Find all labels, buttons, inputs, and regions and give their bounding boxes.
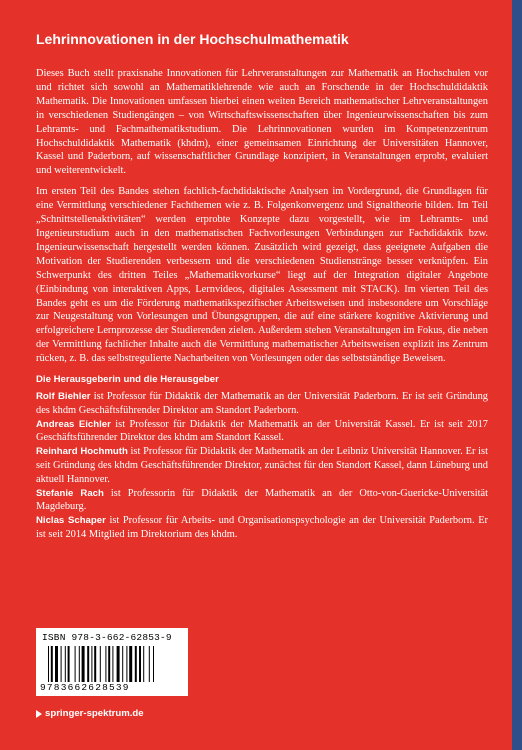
barcode-bar (79, 646, 80, 682)
author-name: Stefanie Rach (36, 487, 104, 499)
author-bio (36, 445, 488, 486)
author-bio (36, 418, 488, 446)
author-description: ist Professorin für Didaktik der Mathematik an der Otto-von-Guericke-Universität Magdeburg. (36, 487, 488, 513)
author-bio (36, 390, 488, 418)
barcode-bar (91, 646, 92, 682)
barcode-bar (75, 646, 76, 682)
author-name: Niclas Schaper (36, 515, 106, 527)
barcode-bar (65, 646, 66, 682)
description-paragraph-1: Dieses Buch stellt praxisnahe Innovationen für Lehrveranstaltungen zur Mathematik an Hochschulen vor und richtet sich sowohl an Mathematiklehrende wie auch an Forschende in der Hochschuldidaktik Mathematik. Die Innovationen umfassen hierbei einen weiten Bereich mathematischer Lehrveranstaltungen in verschiedenen Studiengängen – von Wirtschaftswissenschaften über Ingenieurwissenschaften bis zum Lehramts- und Fachmathematikstudium. Die Lehrinnovationen wurden im Kompetenzzentrum Hochschuldidaktik Mathematik (khdm), einer gemeinsamen Einrichtung der Universitäten Hannover, Kassel und Paderborn, auf wissenschaftlicher Grundlage konzipiert, in Veranstaltungen erprobt, evaluiert und weiterentwickelt. (36, 68, 488, 177)
back-cover-text (36, 30, 488, 542)
author-description: ist Professor für Arbeits- und Organisationspsychologie an der Universität Paderborn. Er ist seit 2014 Mitglied im Direktorium des khdm. (36, 515, 488, 540)
barcode-bar (112, 646, 113, 682)
isbn-barcode (36, 628, 188, 696)
barcode-bar (105, 646, 106, 682)
barcode-bar (87, 646, 89, 682)
author-bio (36, 514, 488, 542)
author-description: ist Professor für Didaktik der Mathematik an der Universität Paderborn. Er ist seit Gründung des khdm Geschäftsführender Direktor am Standort Paderborn. (36, 391, 488, 416)
website-link[interactable]: springer-spektrum.de (45, 708, 144, 719)
author-name: Andreas Eichler (36, 418, 111, 430)
book-title: Lehrinnovationen in der Hochschulmathematik (36, 31, 349, 47)
barcode-bar (94, 646, 96, 682)
author-name: Reinhard Hochmuth (36, 446, 128, 458)
barcode-bar (143, 646, 144, 682)
barcode-bar (153, 646, 154, 682)
barcode-bar (126, 646, 127, 682)
barcode-bar (129, 646, 132, 682)
barcode-bar (135, 646, 137, 682)
publisher-website[interactable] (36, 708, 144, 719)
author-name: Rolf Biehler (36, 391, 91, 403)
description-paragraph-2: Im ersten Teil des Bandes stehen fachlich-fachdidaktische Analysen im Vordergrund, die Grundlagen für eine Vermittlung verschiedener Fachthemen wie z. B. Folgenkonvergenz und Signaltheorie bilden. Im Teil „Schnittstellenaktivitäten“ werden erprobte Konzepte dazu vorgestellt, wie im Lehramts- und Ingenieurstudium auch in den mathematischen Fachvorlesungen Verbindungen zur Fachdidaktik bzw. Ingenieurwissenschaft hergestellt werden können. Zusätzlich wird gezeigt, dass geeignete Aufgaben die Motivation der Studierenden verbessern und die verschiedenen Studienstränge besser verknüpfen. Ein Schwerpunkt des dritten Teiles „Mathematikvorkurse“ liegt auf der Integration digitaler Angebote (Einbindung von interaktiven Apps, Lernvideos, digitales Assessment mit STACK). Im vierten Teil des Bandes geht es um die Förderung mathematikspezifischer Arbeitsweisen und insbesondere um Vorschläge zur Neugestaltung von Vorlesungen und Übungsgruppen, die auf eine stärkere kognitive Aktivierung und erfolgreichere Lernprozesse der Studierenden zielen. Außerdem stehen Veranstaltungen im Fokus, die neben der Vermittlung fachlicher Inhalte auch die Vermittlung mathematischer Arbeitsweisen explizit ins Zentrum rücken, z. B. das selbstregulierte Nacharbeiten von Vorlesungen oder das selbstständige Beweisen. (36, 186, 488, 365)
author-description: ist Professor für Didaktik der Mathematik an der Leibniz Universität Hannover. Er ist seit Gründung des khdm Geschäftsführender Direktor, zunächst für den Standort Kassel, dann Lüneburg und aktuell Hannover. (36, 446, 488, 485)
barcode-bar (82, 646, 85, 682)
author-description: ist Professor für Didaktik der Mathematik an der Universität Kassel. Er ist seit 2017 Geschäftsführender Direktor des khdm am Standort Kassel. (36, 418, 489, 444)
barcode-bar (61, 646, 62, 682)
author-bio (36, 487, 488, 515)
barcode-bars (48, 646, 180, 682)
authors-heading: Die Herausgeberin und die Herausgeber (36, 374, 219, 386)
barcode-bar (108, 646, 110, 682)
spine-strip (512, 0, 522, 750)
barcode-bar (68, 646, 70, 682)
barcode-bar (48, 646, 49, 682)
barcode-digits: 9783662628539 (40, 682, 130, 693)
barcode-bar (100, 646, 101, 682)
barcode-bar (55, 646, 58, 682)
arrow-right-icon (36, 710, 42, 718)
isbn-label: ISBN 978-3-662-62853-9 (42, 632, 172, 643)
barcode-bar (117, 646, 120, 682)
barcode-bar (139, 646, 141, 682)
barcode-bar (51, 646, 53, 682)
barcode-bar (149, 646, 150, 682)
barcode-bar (122, 646, 123, 682)
